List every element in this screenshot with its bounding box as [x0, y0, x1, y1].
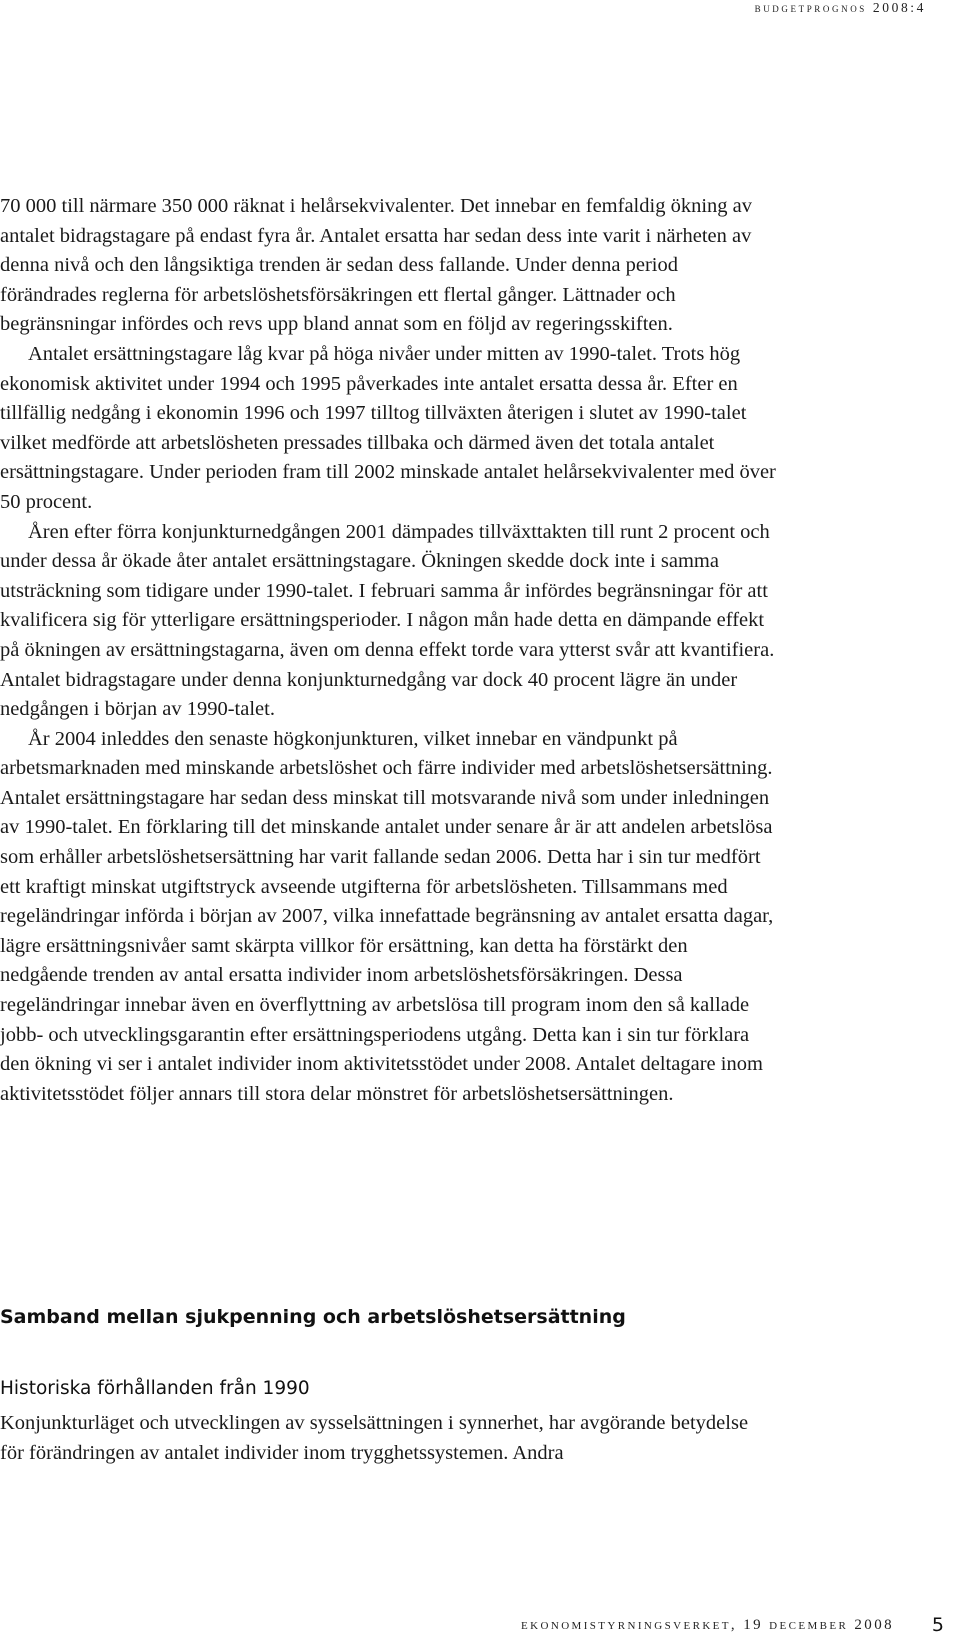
body-text: [0, 192, 776, 1109]
section-heading: Samband mellan sjukpenning och arbetslöshetsersättning: [0, 1306, 626, 1328]
subsection-heading: Historiska förhållanden från 1990: [0, 1378, 310, 1399]
paragraph-3: Åren efter förra konjunkturnedgången 2001 dämpades tillväxttakten till runt 2 procent och under dessa år ökade åter antalet ersättningstagare. Ökningen skedde dock inte i samma utsträckning som tidigare under 1990-talet. I februari samma år infördes begränsningar för att kvalificera sig för ytterligare ersättningsperioder. I någon mån hade detta en dämpande effekt på ökningen av ersättningstagarna, även om denna effekt torde vara ytterst svår att kvantifiera. Antalet bidragstagare under denna konjunkturnedgång var dock 40 procent lägre än under nedgången i början av 1990-talet.: [0, 520, 775, 721]
paragraph-1: 70 000 till närmare 350 000 räknat i helårsekvivalenter. Det innebar en femfaldig ökning av antalet bidragstagare på endast fyra år. Antalet ersatta har sedan dess inte varit i närheten av denna nivå och den långsiktiga trenden är sedan dess fallande. Under denna period förändrades reglerna för arbetslöshetsförsäkringen ett flertal gånger. Lättnader och begränsningar infördes och revs upp bland annat som en följd av regeringsskiften.: [0, 195, 752, 336]
paragraph-4: År 2004 inleddes den senaste högkonjunkturen, vilket innebar en vändpunkt på arbetsmarknaden med minskande arbetslöshet och färre individer med arbetslöshetsersättning. Antalet ersättningstagare har sedan dess minskat till motsvarande nivå som under inledningen av 1990-talet. En förklaring till det minskande antalet under senare år är att andelen arbetslösa som erhåller arbetslöshetsersättning har varit fallande sedan 2006. Detta har i sin tur medfört ett kraftigt minskat utgiftstryck avseende utgifterna för arbetslösheten. Tillsammans med regeländringar införda i början av 2007, vilka innefattade begränsning av antalet ersatta dagar, lägre ersättningsnivåer samt skärpta villkor för ersättning, kan detta ha förstärkt den nedgående trenden av antal ersatta individer inom arbetslöshetsförsäkringen. Dessa regeländringar innebar även en överflyttning av arbetslösa till program inom den så kallade jobb- och utvecklingsgarantin efter ersättningsperiodens utgång. Detta kan i sin tur förklara den ökning vi ser i antalet individer inom aktivitetsstödet under 2008. Antalet deltagare inom aktivitetsstödet följer annars till stora delar mönstret för arbetslöshetsersättningen.: [0, 727, 774, 1105]
paragraph-2: Antalet ersättningstagare låg kvar på höga nivåer under mitten av 1990-talet. Trots hög ekonomisk aktivitet under 1994 och 1995 påverkades inte antalet ersatta dessa år. Efter en tillfällig nedgång i ekonomin 1996 och 1997 tilltog tillväxten återigen i slutet av 1990-talet vilket medförde att arbetslösheten pressades tillbaka och därmed även det totala antalet ersättningstagare. Under perioden fram till 2002 minskade antalet helårsekvivalenter med över 50 procent.: [0, 342, 776, 513]
footer-publisher-date: ekonomistyrningsverket, 19 december 2008: [521, 1617, 894, 1633]
running-header: budgetprognos 2008:4: [754, 0, 926, 15]
page-number: 5: [931, 1614, 944, 1636]
page-footer: [0, 1608, 960, 1638]
paragraph-5: Konjunkturläget och utvecklingen av sysselsättningen i synnerhet, har avgörande betydelse för förändringen av antalet individer inom trygghetssystemen. Andra: [0, 1412, 749, 1464]
body-text-continued: [0, 1409, 776, 1468]
